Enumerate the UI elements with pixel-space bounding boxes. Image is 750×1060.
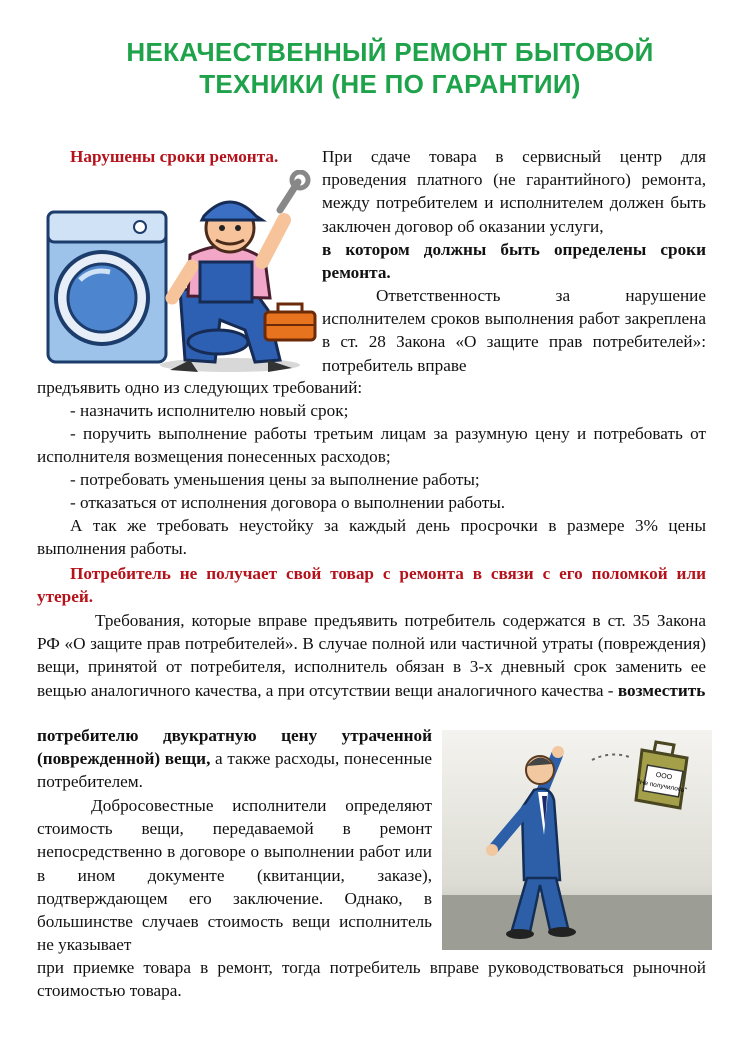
list-item: - назначить исполнителю новый срок; [70,401,349,420]
section2-para1-cont [37,724,432,794]
repairman-figure [160,172,308,372]
penalty-text: А так же требовать неустойку за каждый день просрочки в размере 3% цены выполнения работы. [37,516,706,559]
section2-heading: Потребитель не получает свой товар с ремонта в связи с его поломкой или утерей. [37,564,706,607]
suitcase-label-2: "Не получилось" [636,778,688,795]
para1-bold-b: потребителю двукратную цену утраченной (поврежденной) вещи, [37,726,432,769]
section1-intro [70,145,706,284]
section2-para2-end: при приемке товара в ремонт, тогда потребитель вправе руководствоваться рыночной стоимостью товара. [37,958,706,1001]
para1-bold-a: возместить [617,680,706,700]
para1-text: Требования, которые вправе предъявить потребитель содержатся в ст. 35 Закона РФ «О защите прав потребителей». В случае полной или частичной утраты (повреждения) вещи, принятой от потребителя, исполнитель обязан в 3-х дневный срок заменить ее вещью аналогичного качества, а при отсутствии вещи аналогичного качества - [37,611,706,700]
page-title [60,36,720,100]
repairman-illustration [40,170,325,375]
section1-responsibility [322,284,706,377]
toolbox-icon [265,304,315,340]
section2-para2: Добросовестные исполнители определяют стоимость вещи, передаваемой в ремонт непосредственно в договоре о выполнении работ или в ином документе (квитанции, заказе), подтверждающем его заключение. Однако, в большинстве случаев стоимость вещи исполнитель не указывает [37,796,432,955]
title-line-1: НЕКАЧЕСТВЕННЫЙ РЕМОНТ БЫТОВОЙ [126,37,654,67]
responsibility-text: Ответственность за нарушение исполнителем сроков выполнения работ закреплена в ст. 28 Закона «О защите прав потребителей»: потребитель вправе [322,286,706,375]
list-item: - отказаться от исполнения договора о выполнении работы. [70,493,506,512]
section1-intro-bold: в котором должны быть определены сроки ремонта. [322,239,706,283]
section1-intro-text: При сдаче товара в сервисный центр для проведения платного (не гарантийного) ремонта, между потребителем и исполнителем должен быть заключен договор об оказании услуги, [322,147,706,236]
title-line-2: ТЕХНИКИ (НЕ ПО ГАРАНТИИ) [199,69,581,99]
washing-machine-icon [48,212,166,362]
para1-end: а также расходы, понесенные потребителем. [37,749,432,792]
list-item: - потребовать уменьшения цены за выполнение работы; [70,470,480,489]
section1-heading: Нарушены сроки ремонта. [70,147,279,166]
section2-para1 [37,609,706,702]
responsibility-end: предъявить одно из следующих требований: [37,378,363,397]
suitcase-label-1: ООО [655,771,673,782]
list-item: - поручить выполнение работы третьим лицам за разумную цену и потребовать от исполнителя возмещения понесенных расходов; [37,424,706,467]
businessman-illustration [442,730,712,950]
